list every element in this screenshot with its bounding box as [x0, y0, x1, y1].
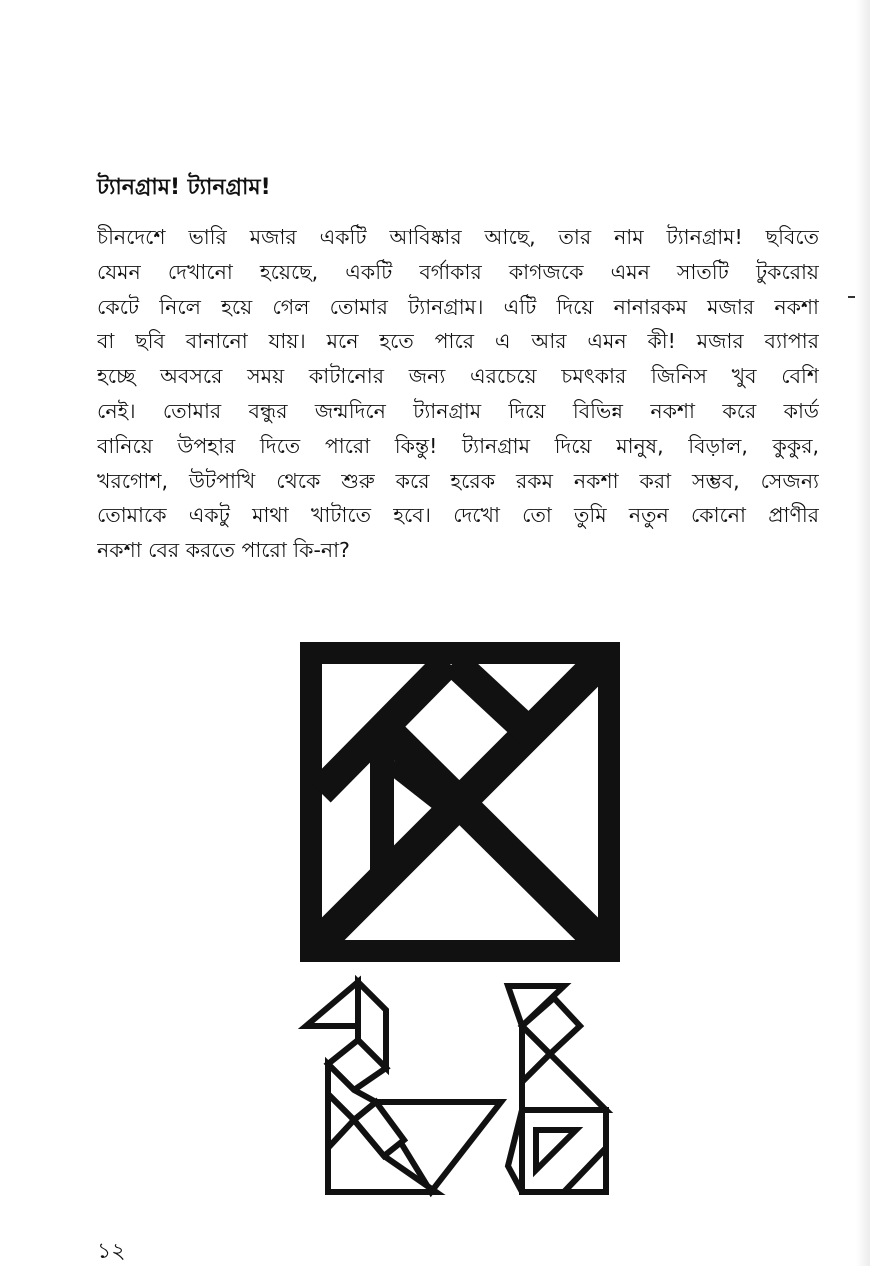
paragraph-line: চীনদেশে ভারি মজার একটি আবিষ্কার আছে, তার নাম ট্যানগ্রাম! ছবিতে	[97, 225, 819, 249]
tangram-bird-figures	[296, 970, 616, 1215]
section-heading: ট্যানগ্রাম! ট্যানগ্রাম!	[97, 175, 271, 200]
page-edge-shadow	[856, 0, 870, 1266]
right-bird-leg	[508, 1110, 522, 1192]
intro-paragraph	[97, 220, 819, 568]
left-bird-head	[306, 982, 358, 1026]
paragraph-line: তোমাকে একটু মাথা খাটাতে হবে। দেখো তো তুমি নতুন কোনো প্রাণীর	[97, 503, 819, 528]
paragraph-line: নকশা বের করতে পারো কি-না?	[97, 538, 350, 563]
paragraph-line: হচ্ছে অবসরে সময় কাটানোর জন্য এরচেয়ে চমৎকার জিনিস খুব বেশি	[97, 364, 819, 389]
paragraph-line: কেটে নিলে হয়ে গেল তোমার ট্যানগ্রাম। এটি দিয়ে নানারকম মজার নকশা	[97, 294, 819, 319]
tangram-top-cut	[454, 662, 540, 742]
tangram-square-figure	[300, 642, 620, 962]
paragraph-line: বা ছবি বানানো যায়। মনে হতে পারে এ আর এমন কী! মজার ব্যাপার	[97, 329, 819, 354]
paragraph-line: খরগোশ, উটপাখি থেকে শুরু করে হরেক রকম নকশা করা সম্ভব, সেজন্য	[97, 468, 819, 493]
paragraph-line: বানিয়ে উপহার দিতে পারো কিন্তু! ট্যানগ্রাম দিয়ে মানুষ, বিড়াল, কুকুর,	[97, 433, 819, 458]
paragraph-line: যেমন দেখানো হয়েছে, একটি বর্গাকার কাগজকে এমন সাতটি টুকরোয়	[97, 259, 819, 284]
page-number: ১২	[97, 1239, 126, 1264]
stray-print-mark	[848, 296, 855, 298]
paragraph-line: নেই। তোমার বন্ধুর জন্মদিনে ট্যানগ্রাম দিয়ে বিভিন্ন নকশা করে কার্ড	[97, 398, 819, 423]
